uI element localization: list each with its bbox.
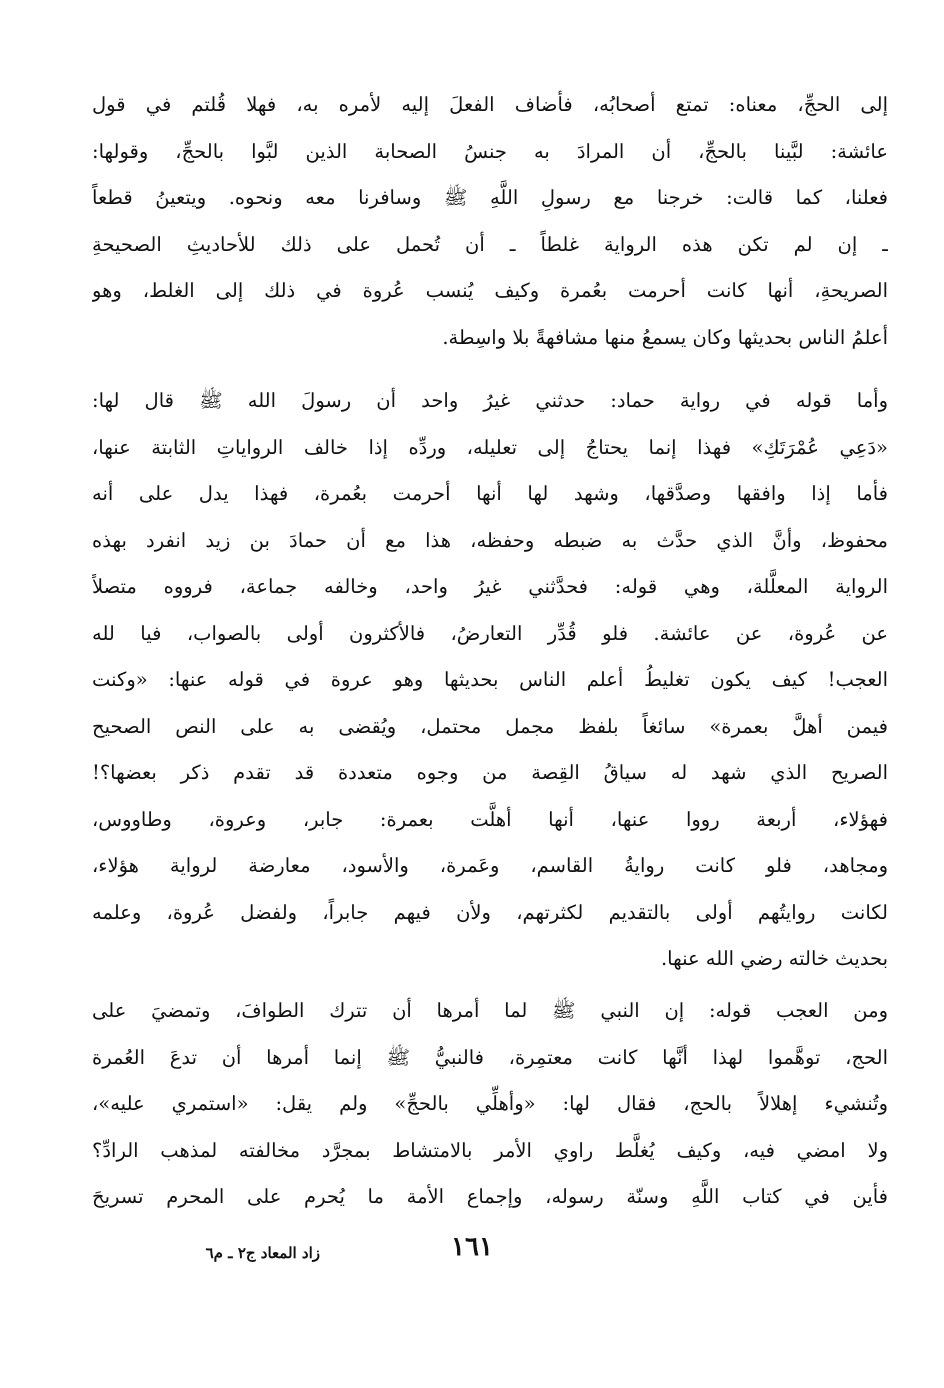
text-line: بحديث خالته رضي الله عنها. — [660, 947, 888, 970]
text-line: الصريح الذي شهد له سياقُ القِصة من وجوه متعددة قد تقدم ذكر بعضها؟! — [92, 761, 888, 784]
text-line: وأما قوله في رواية حماد: حدثني غيرُ واحد أن رسولَ الله ﷺ قال لها: — [92, 389, 888, 412]
book-signature: زاد المعاد ج٢ ـ م٦ — [205, 1244, 320, 1262]
text-line: محفوظ، وأنَّ الذي حدَّث به ضبطه وحفظه، هذا مع أن حمادَ بن زيد انفرد بهذه — [92, 528, 888, 552]
text-line: ومجاهد، فلو كانت روايةُ القاسم، وعَمرة، والأسود، معارضة لرواية هؤلاء، — [92, 854, 888, 877]
text-line: فأما إذا وافقها وصدَّقها، وشهد لها أنها أحرمت بعُمرة، فهذا يدل على أنه — [92, 482, 888, 505]
text-line: الحج، توهَّموا لهذا أنَّها كانت معتمِرة، فالنبيُّ ﷺ إنما أمرها أن تدعَ العُمرة — [92, 1045, 888, 1069]
text-line: ـ إن لم تكن هذه الرواية غلطاً ـ أن تُحمل على ذلك للأحاديثِ الصحيحةِ — [92, 232, 888, 256]
paragraph-1 — [92, 82, 888, 361]
text-line: إلى الحجِّ، معناه: تمتع أصحابُه، فأضاف الفعلَ إليه لأمره به، فهلا قُلتم في قول — [92, 93, 888, 116]
text-line: فهؤلاء، أربعة رووا عنها، أنها أهلَّت بعمرة: جابر، وعروة، وطاووس، — [92, 807, 888, 831]
text-line: «دَعِي عُمْرَتَكِ» فهذا إنما يحتاجُ إلى تعليله، وردِّه إذا خالف الرواياتِ الثابتة عنها، — [92, 435, 888, 459]
text-line: ومن العجب قوله: إن النبي ﷺ لما أمرها أن تترك الطوافَ، وتمضيَ على — [92, 999, 888, 1022]
text-line: لكانت روايتُهم أولى بالتقديم لكثرتهم، ولأن فيهم جابراً، ولفضل عُروة، وعلمه — [92, 900, 888, 924]
text-line: وتُنشيء إهلالاً بالحج، فقال لها: «وأهلِّي بالحجِّ» ولم يقل: «استمري عليه»، — [92, 1092, 888, 1115]
text-line: أعلمُ الناس بحديثها وكان يسمعُ منها مشافهةً بلا واسِطة. — [442, 325, 888, 349]
text-line: فعلنا، كما قالت: خرجنا مع رسولِ اللَّهِ ﷺ وسافرنا معه ونحوه. ويتعينُ قطعاً — [92, 186, 888, 209]
text-line: الرواية المعلَّلة، وهي قوله: فحدَّثني غيرُ واحد، وخالفه جماعة، فرووه متصلاً — [92, 575, 888, 598]
text-line: العجب! كيف يكون تغليطُ أعلم الناس بحديثها وهو عروة في قوله عنها: «وكنت — [92, 668, 888, 691]
text-line: ولا امضي فيه، وكيف يُغلَّط راوي الأمر بالامتشاط بمجرَّد مخالفته لمذهب الرادِّ؟ — [92, 1138, 888, 1162]
text-line: الصريحةِ، أنها كانت أحرمت بعُمرة وكيف يُنسب عُروة في ذلك إلى الغلط، وهو — [92, 279, 888, 302]
page-number: ١٦١ — [451, 1232, 493, 1262]
text-line: فيمن أهلَّ بعمرة» سائغاً بلفظ مجمل محتمل، ويُقضى به على النص الصحيح — [92, 714, 888, 738]
text-line: فأين في كتاب اللَّهِ وسنّة رسوله، وإجماع الأمة ما يُحرم على المحرم تسريحَ — [92, 1185, 888, 1208]
text-line: عائشة: لبَّينا بالحجِّ، أن المرادَ به جنسُ الصحابة الذين لبَّوا بالحجِّ، وقولها: — [92, 139, 888, 163]
paragraph-3 — [92, 988, 888, 1221]
paragraph-2 — [92, 378, 888, 983]
text-line: عن عُروة، عن عائشة. فلو قُدِّر التعارضُ، فالأكثرون أولى بالصواب، فيا لله — [92, 621, 888, 645]
